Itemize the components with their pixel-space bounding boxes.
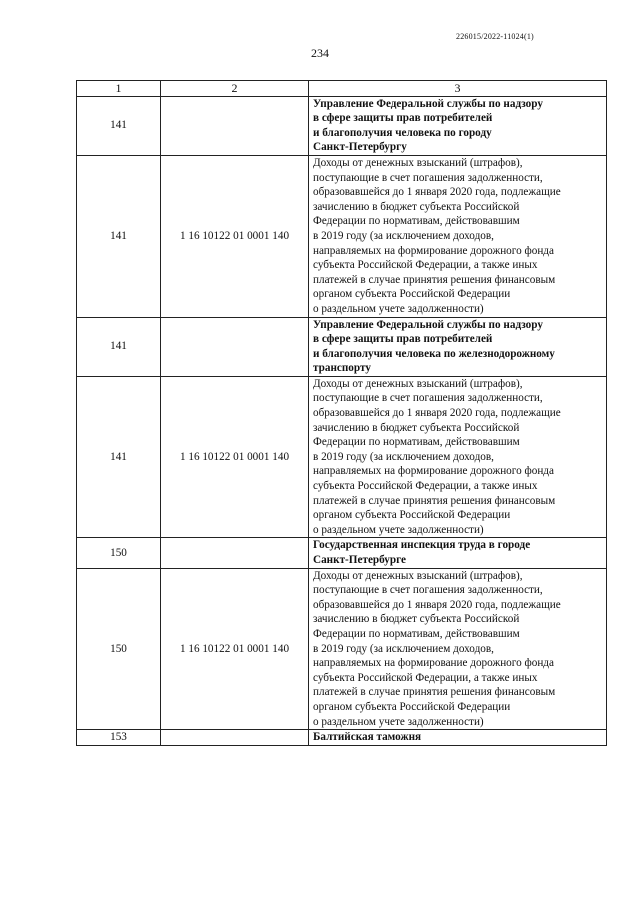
admin-code-cell: 153: [77, 730, 161, 746]
admin-code-cell: 141: [77, 155, 161, 317]
budget-classification-code-cell: [161, 96, 309, 155]
revenue-description-cell: Доходы от денежных взысканий (штрафов), поступающие в счет погашения задолженности, образовавшейся до 1 января 2020 года, подлежащие зачислению в бюджет субъекта Российской Федерации по нормативам, действовавшим в 2019 году (за исключением доходов, направляемых на формирование дорожного фонда субъекта Российской Федерации, а также иных платежей в случае принятия решения финансовым органом субъекта Российской Федерации о раздельном учете задолженности): [309, 155, 607, 317]
column-header-2: 2: [161, 81, 309, 97]
administrator-name-cell: Государственная инспекция труда в городе Санкт-Петербурге: [309, 538, 607, 568]
table-row: [77, 730, 607, 746]
column-header-3: 3: [309, 81, 607, 97]
page-number: 234: [311, 46, 329, 60]
admin-code-cell: 150: [77, 538, 161, 568]
administrator-name-cell: Балтийская таможня: [309, 730, 607, 746]
admin-code-cell: 150: [77, 568, 161, 730]
budget-classification-code-cell: 1 16 10122 01 0001 140: [161, 155, 309, 317]
admin-code-cell: 141: [77, 96, 161, 155]
budget-code-table: [76, 80, 607, 746]
revenue-description-cell: Доходы от денежных взысканий (штрафов), поступающие в счет погашения задолженности, образовавшейся до 1 января 2020 года, подлежащие зачислению в бюджет субъекта Российской Федерации по нормативам, действовавшим в 2019 году (за исключением доходов, направляемых на формирование дорожного фонда субъекта Российской Федерации, а также иных платежей в случае принятия решения финансовым органом субъекта Российской Федерации о раздельном учете задолженности): [309, 568, 607, 730]
table-row: [77, 96, 607, 155]
table-row: [77, 568, 607, 730]
column-header-1: 1: [77, 81, 161, 97]
admin-code-cell: 141: [77, 317, 161, 376]
administrator-name-cell: Управление Федеральной службы по надзору в сфере защиты прав потребителей и благополучия человека по городу Санкт-Петербургу: [309, 96, 607, 155]
budget-classification-code-cell: [161, 730, 309, 746]
table-row: [77, 155, 607, 317]
budget-classification-code-cell: 1 16 10122 01 0001 140: [161, 568, 309, 730]
budget-classification-code-cell: 1 16 10122 01 0001 140: [161, 376, 309, 538]
table-row: [77, 538, 607, 568]
revenue-description-cell: Доходы от денежных взысканий (штрафов), поступающие в счет погашения задолженности, образовавшейся до 1 января 2020 года, подлежащие зачислению в бюджет субъекта Российской Федерации по нормативам, действовавшим в 2019 году (за исключением доходов, направляемых на формирование дорожного фонда субъекта Российской Федерации, а также иных платежей в случае принятия решения финансовым органом субъекта Российской Федерации о раздельном учете задолженности): [309, 376, 607, 538]
admin-code-cell: 141: [77, 376, 161, 538]
table-row: [77, 376, 607, 538]
document-id: 226015/2022-11024(1): [456, 32, 534, 41]
table-header-row: [77, 81, 607, 97]
administrator-name-cell: Управление Федеральной службы по надзору в сфере защиты прав потребителей и благополучия человека по железнодорожному транспорту: [309, 317, 607, 376]
budget-classification-code-cell: [161, 538, 309, 568]
table-row: [77, 317, 607, 376]
budget-classification-code-cell: [161, 317, 309, 376]
